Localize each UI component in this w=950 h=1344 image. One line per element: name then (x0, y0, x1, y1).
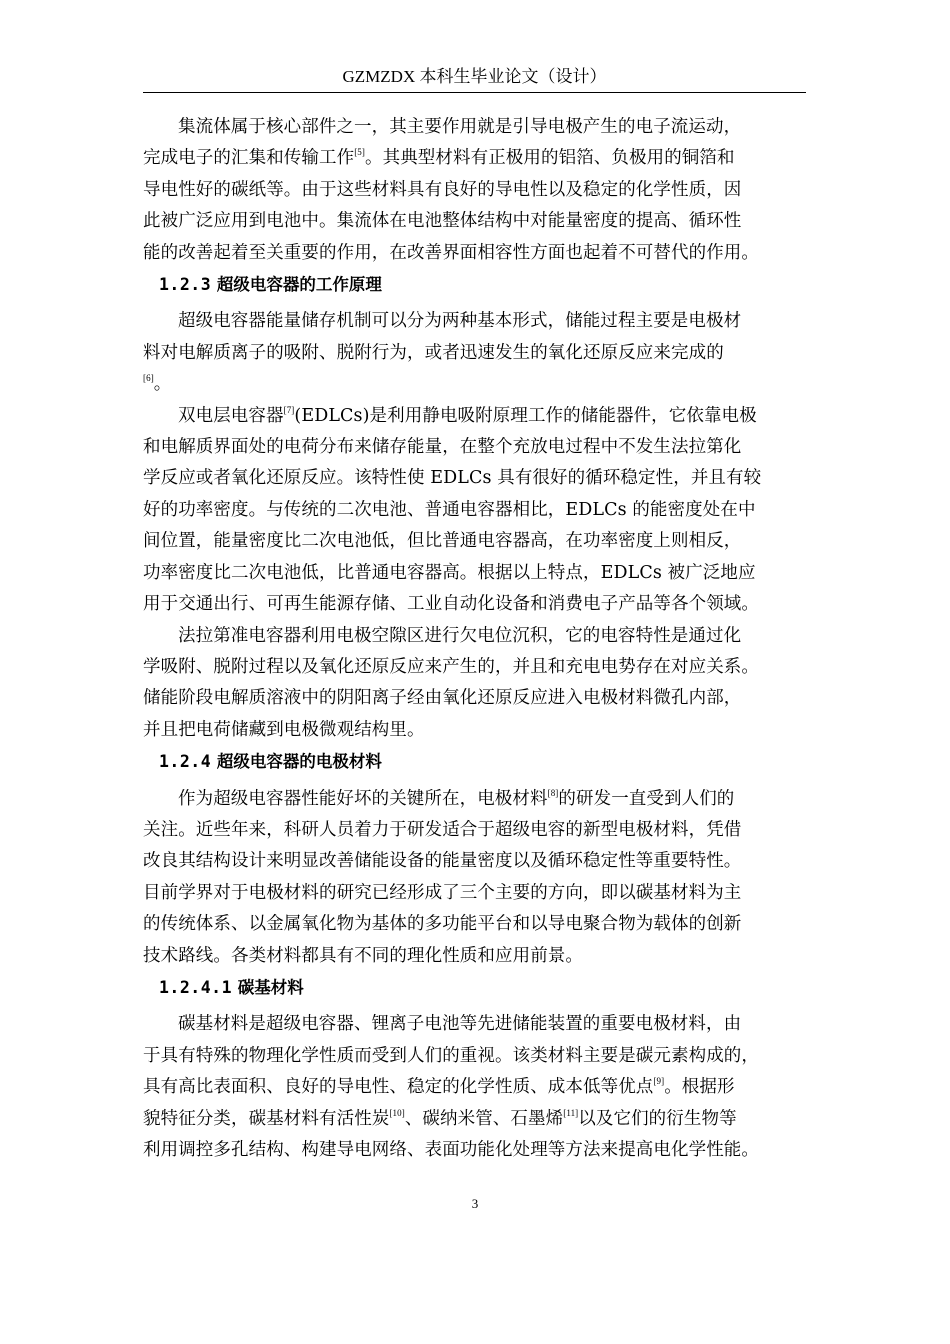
page-number: 3 (471, 1196, 479, 1211)
paragraph-pseudocapacitor (143, 621, 808, 747)
text-line: 并且把电荷储藏到电极微观结构里。 (143, 719, 425, 740)
text-run: 貌特征分类，碳基材料有活性炭 (143, 1108, 390, 1129)
text-line: 用于交通出行、可再生能源存储、工业自动化设备和消费电子产品等各个领域。 (143, 594, 759, 615)
section-title: 碳基材料 (237, 977, 304, 997)
text-run: 、碳纳米管、石墨烯 (404, 1108, 564, 1129)
section-number: 1.2.4 (159, 752, 212, 772)
header-rule (143, 92, 806, 93)
paragraph-edlc (143, 401, 808, 621)
text-run: 作为超级电容器性能好坏的关键所在，电极材料 (178, 788, 548, 809)
citation-ref: [8] (547, 787, 559, 798)
text-line: 利用调控多孔结构、构建导电网络、表面功能化处理等方法来提高电化学性能。 (143, 1140, 759, 1160)
text-run: 。其典型材料有正极用的铝箔、负极用的铜箔和 (365, 148, 735, 169)
text-line: 法拉第准电容器利用电极空隙区进行欠电位沉积，它的电容特性是通过化 (178, 625, 742, 646)
citation-ref: [11] (563, 1107, 579, 1118)
citation-ref: [7] (283, 404, 295, 415)
running-header: GZMZDX 本科生毕业论文（设计） (342, 67, 607, 86)
text-line: 目前学界对于电极材料的研究已经形成了三个主要的方向，即以碳基材料为主 (143, 882, 742, 903)
text-line: 学反应或者氧化还原反应。该特性使 EDLCs 具有很好的循环稳定性，并且有较 (143, 468, 762, 489)
section-heading-1-2-4-1 (143, 972, 808, 1003)
text-line: 碳基材料是超级电容器、锂离子电池等先进储能装置的重要电极材料，由 (178, 1014, 742, 1035)
section-heading-1-2-4 (143, 746, 808, 777)
text-line (143, 784, 808, 815)
text-line: 学吸附、脱附过程以及氧化还原反应来产生的，并且和充电电势存在对应关系。 (143, 656, 759, 677)
text-line (143, 369, 808, 400)
text-line (143, 1104, 808, 1135)
text-line (143, 1072, 808, 1103)
text-line (143, 143, 808, 174)
section-heading-1-2-3 (143, 269, 808, 300)
citation-ref: [10] (389, 1107, 405, 1118)
text-line: 关注。近些年来，科研人员着力于研发适合于超级电容的新型电极材料，凭借 (143, 819, 742, 840)
text-line: 改良其结构设计来明显改善储能设备的能量密度以及循环稳定性等重要特性。 (143, 851, 742, 872)
citation-ref: [9] (653, 1076, 665, 1087)
paragraph-carbon-materials (143, 1009, 808, 1166)
text-line: 能的改善起着至关重要的作用，在改善界面相容性方面也起着不可替代的作用。 (143, 242, 759, 263)
text-line: 好的功率密度。与传统的二次电池、普通电容器相比，EDLCs 的能密度处在中 (143, 499, 756, 520)
paragraph-electrode-materials (143, 784, 808, 972)
text-run: 的研发一直受到人们的 (558, 788, 735, 809)
text-run: 完成电子的汇集和传输工作 (143, 148, 355, 169)
text-run: 具有高比表面积、良好的导电性、稳定的化学性质、成本低等优点 (143, 1077, 654, 1098)
text-line: 技术路线。各类材料都具有不同的理化性质和应用前景。 (143, 945, 583, 966)
text-line: 料对电解质离子的吸附、脱附行为，或者迅速发生的氧化还原反应来完成的 (143, 342, 724, 363)
citation-ref: [6] (143, 373, 154, 384)
text-line: 功率密度比二次电池低，比普通电容器高。根据以上特点，EDLCs 被广泛地应 (143, 562, 756, 583)
text-run: 以及它们的衍生物等 (578, 1108, 737, 1129)
section-title: 超级电容器的电极材料 (216, 752, 382, 772)
text-line: 集流体属于核心部件之一，其主要作用就是引导电极产生的电子流运动， (178, 117, 742, 137)
body-content (143, 112, 808, 1166)
text-line (143, 401, 808, 432)
text-run: 。 (153, 374, 172, 395)
text-line: 超级电容器能量储存机制可以分为两种基本形式，储能过程主要是电极材 (178, 311, 742, 332)
text-run: (EDLCs)是利用静电吸附原理工作的储能器件，它依靠电极 (294, 405, 757, 426)
section-number: 1.2.3 (159, 275, 212, 295)
section-number: 1.2.4.1 (159, 977, 233, 997)
text-line: 此被广泛应用到电池中。集流体在电池整体结构中对能量密度的提高、循环性 (143, 211, 742, 232)
text-line: 储能阶段电解质溶液中的阴阳离子经由氧化还原反应进入电极材料微孔内部， (143, 688, 742, 709)
paragraph-energy-storage (143, 306, 808, 400)
text-line: 于具有特殊的物理化学性质而受到人们的重视。该类材料主要是碳元素构成的， (143, 1045, 759, 1066)
text-run: 双电层电容器 (178, 405, 284, 426)
section-title: 超级电容器的工作原理 (216, 275, 382, 295)
paragraph-current-collector (143, 112, 808, 269)
text-line: 导电性好的碳纸等。由于这些材料具有良好的导电性以及稳定的化学性质，因 (143, 179, 742, 200)
citation-ref: [5] (354, 147, 365, 158)
text-run: 。根据形 (664, 1077, 735, 1098)
text-line: 的传统体系、以金属氧化物为基体的多功能平台和以导电聚合物为载体的创新 (143, 914, 742, 935)
text-line: 间位置，能量密度比二次电池低，但比普通电容器高，在功率密度上则相反， (143, 531, 742, 552)
text-line: 和电解质界面处的电荷分布来储存能量，在整个充放电过程中不发生法拉第化 (143, 437, 742, 458)
